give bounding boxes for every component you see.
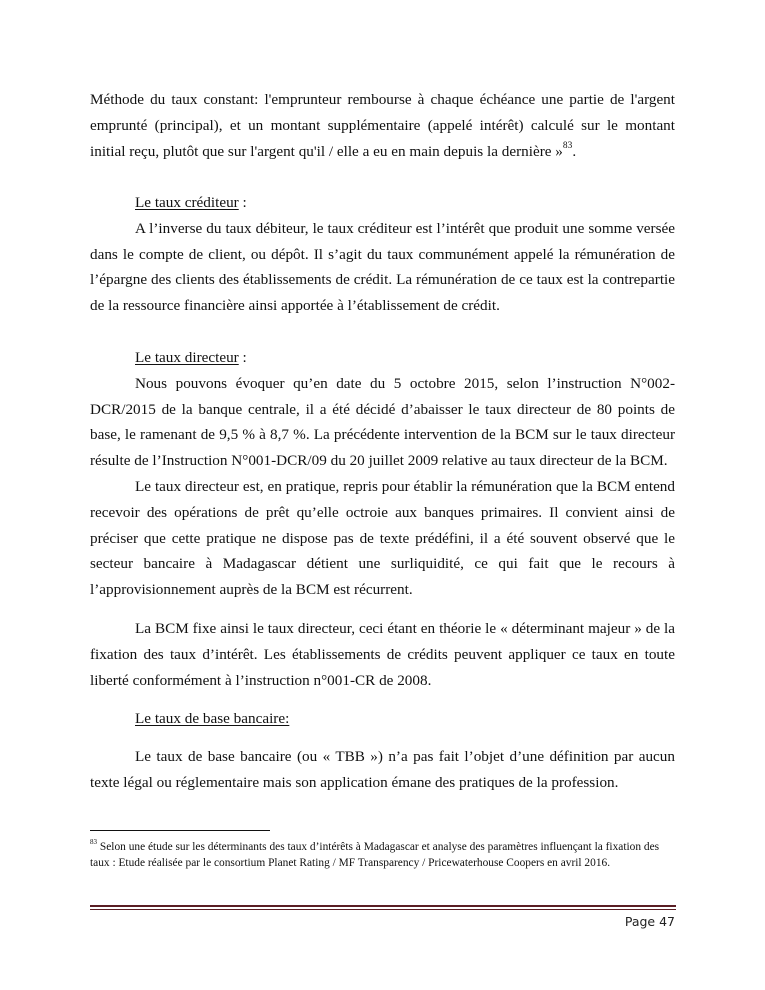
paragraph-methode (90, 87, 675, 164)
paragraph-tbb: Le taux de base bancaire (ou « TBB ») n’a pas fait l’objet d’une définition par aucun texte légal ou réglementaire mais son application émane des pratiques de la profession. (90, 748, 675, 791)
body-text-block-5 (90, 706, 675, 732)
footnote-text: Selon une étude sur les déterminants des taux d’intérêts à Madagascar et analyse des paramètres influençant la fixation des taux : Etude réalisée par le consortium Planet Rating / MF Transparency / Pricewaterhouse Coopers en avril 2016. (90, 841, 660, 869)
body-text-block-4 (90, 616, 675, 693)
footnote-reference[interactable]: 83 (562, 141, 573, 152)
paragraph-methode-text: Méthode du taux constant: l'emprunteur rembourse à chaque échéance une partie de l'argent emprunté (principal), et un montant supplémentaire (appelé intérêt) calculé sur le montant initial reçu, plutôt que sur l'argent qu'il / elle a eu en main depuis la dernière » (90, 91, 675, 160)
body-text-block-2 (90, 190, 675, 319)
body-text-block-1 (90, 87, 675, 164)
heading-taux-directeur-suffix: : (238, 349, 247, 366)
heading-taux-directeur (135, 345, 675, 371)
body-text-block-6 (90, 744, 675, 796)
heading-taux-crediteur-suffix: : (238, 194, 247, 211)
heading-taux-base-bancaire (135, 706, 675, 732)
paragraph-methode-end: . (572, 142, 577, 160)
paragraph-taux-crediteur: A l’inverse du taux débiteur, le taux créditeur est l’intérêt que produit une somme versée dans le compte de client, ou dépôt. Il s’agit du taux communément appelé la rémunération de l’épargne des clients des établissements de crédit. La rémunération de ce taux est la contrepartie de la ressource financière ainsi apportée à l’établissement de crédit. (90, 219, 675, 315)
heading-taux-crediteur-label: Le taux créditeur (135, 194, 239, 211)
footnote (90, 839, 675, 871)
paragraph-bcm-fixe: La BCM fixe ainsi le taux directeur, ceci étant en théorie le « déterminant majeur » de la fixation des taux d’intérêt. Les établissements de crédits peuvent appliquer ce taux en toute liberté conformément à l’instruction n°001-CR de 2008. (90, 620, 675, 689)
page-number: Page 47 (624, 914, 675, 929)
heading-taux-crediteur (135, 190, 675, 216)
body-text-block-3 (90, 345, 675, 603)
paragraph-remuneration-bcm: Le taux directeur est, en pratique, repris pour établir la rémunération que la BCM entend recevoir des opérations de prêt qu’elle octroie aux banques primaires. Il convient ainsi de préciser que cette pratique ne dispose pas de texte prédéfini, il a été souvent observé que le secteur bancaire à Madagascar détient une surliquidité, ce qui fait que le recours à l’approvisionnement auprès de la BCM est récurrent. (90, 477, 675, 599)
footer-rule-thick (90, 905, 676, 907)
heading-taux-base-bancaire-label: Le taux de base bancaire: (135, 710, 290, 727)
paragraph-instruction-2015: Nous pouvons évoquer qu’en date du 5 octobre 2015, selon l’instruction N°002-DCR/2015 de la banque centrale, il a été décidé d’abaisser le taux directeur de 80 points de base, le ramenant de 9,5 % à 8,7 %. La précédente intervention de la BCM sur le taux directeur résulte de l’Instruction N°001-DCR/09 du 20 juillet 2009 relative au taux directeur de la BCM. (90, 374, 675, 470)
heading-taux-directeur-label: Le taux directeur (135, 349, 239, 366)
footer-rule-thin (90, 909, 676, 910)
footnote-number: 83 (90, 838, 98, 847)
footnote-separator (90, 830, 270, 831)
